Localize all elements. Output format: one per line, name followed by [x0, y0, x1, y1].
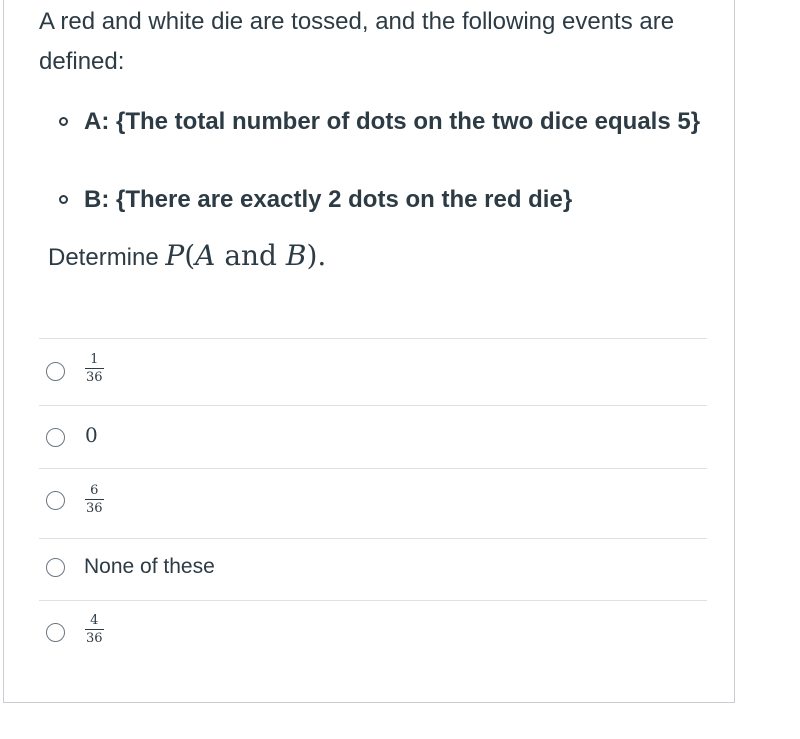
event-a — [84, 102, 704, 141]
fraction-denominator: 36 — [86, 370, 103, 385]
bullet-icon — [59, 195, 68, 204]
radio-button[interactable] — [46, 623, 65, 642]
answer-fraction — [85, 483, 104, 516]
answer-fraction — [85, 352, 104, 385]
event-a-label: A: {The total number of dots on the two dice equals 5} — [84, 108, 701, 135]
prompt-open-paren: ( — [184, 239, 196, 272]
answer-text: None of these — [84, 555, 215, 578]
fraction-numerator: 4 — [90, 613, 99, 628]
answer-value: 0 — [85, 423, 98, 447]
answer-fraction — [85, 613, 104, 646]
question-card — [3, 0, 735, 703]
question-intro: A red and white die are tossed, and the following events are defined: — [39, 8, 675, 75]
prompt-close-paren: ). — [306, 239, 327, 272]
fraction-bar — [85, 629, 104, 630]
prompt-prefix: Determine — [48, 244, 159, 271]
radio-button[interactable] — [46, 362, 65, 381]
radio-button[interactable] — [46, 428, 65, 447]
prompt-math — [165, 239, 326, 272]
answer-option-1[interactable] — [39, 338, 707, 405]
fraction-numerator: 6 — [90, 483, 99, 498]
fraction-bar — [85, 368, 104, 369]
answer-option-3[interactable] — [39, 468, 707, 538]
fraction-bar — [85, 499, 104, 500]
answer-option-2[interactable] — [39, 405, 707, 468]
prompt-p: P — [165, 239, 185, 272]
prompt-and: and — [224, 239, 277, 272]
fraction-numerator: 1 — [90, 352, 99, 367]
prompt-a: A — [195, 239, 216, 272]
fraction-denominator: 36 — [86, 501, 103, 516]
event-b-label: B: {There are exactly 2 dots on the red die} — [84, 186, 573, 213]
event-b — [84, 180, 704, 219]
radio-button[interactable] — [46, 491, 65, 510]
prompt-b: B — [285, 239, 307, 272]
bullet-icon — [59, 117, 68, 126]
fraction-denominator: 36 — [86, 631, 103, 646]
question-prompt — [48, 238, 326, 276]
answer-option-5[interactable] — [39, 600, 707, 670]
radio-button[interactable] — [46, 558, 65, 577]
answer-option-4[interactable] — [39, 538, 707, 600]
